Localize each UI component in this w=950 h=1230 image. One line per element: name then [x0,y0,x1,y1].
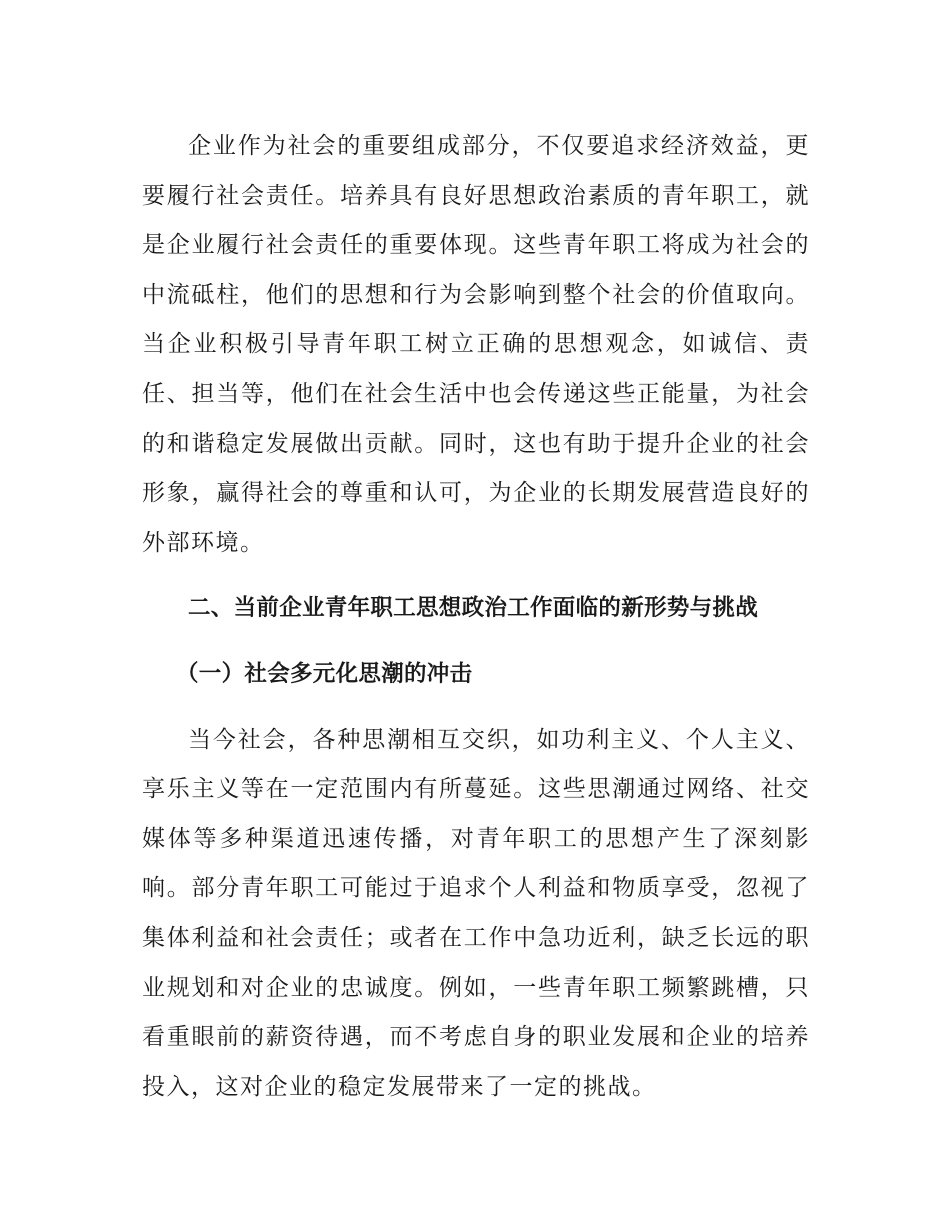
body-paragraph-diverse-thoughts: 当今社会，各种思潮相互交织，如功利主义、个人主义、享乐主义等在一定范围内有所蔓延。这些思潮通过网络、社交媒体等多种渠道迅速传播，对青年职工的思想产生了深刻影响。部分青年职工可能过于追求个人利益和物质享受，忽视了集体利益和社会责任；或者在工作中急功近利，缺乏长远的职业规划和对企业的忠诚度。例如，一些青年职工频繁跳槽，只看重眼前的薪资待遇，而不考虑自身的职业发展和企业的培养投入，这对企业的稳定发展带来了一定的挑战。 [142,726,810,1100]
subsection-heading: （一）社会多元化思潮的冲击 [176,660,473,687]
document-body [142,122,810,1112]
section-heading: 二、当前企业青年职工思想政治工作面临的新形势与挑战 [188,595,759,622]
body-paragraph-social-responsibility: 企业作为社会的重要组成部分，不仅要追求经济效益，更要履行社会责任。培养具有良好思想政治素质的青年职工，就是企业履行社会责任的重要体现。这些青年职工将成为社会的中流砥柱，他们的思想和行为会影响到整个社会的价值取向。当企业积极引导青年职工树立正确的思想观念，如诚信、责任、担当等，他们在社会生活中也会传递这些正能量，为社会的和谐稳定发展做出贡献。同时，这也有助于提升企业的社会形象，赢得社会的尊重和认可，为企业的长期发展营造良好的外部环境。 [142,133,810,556]
